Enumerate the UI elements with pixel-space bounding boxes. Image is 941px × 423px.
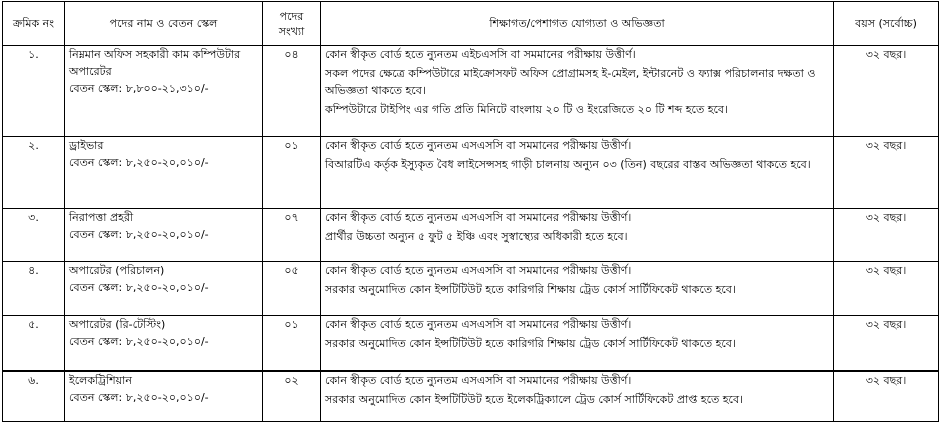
serial-cell: ৫. bbox=[3, 316, 65, 371]
qualification-cell bbox=[321, 371, 834, 422]
age-cell: ৩২ বছর। bbox=[834, 46, 939, 137]
post-count: ০২ bbox=[263, 371, 321, 422]
qualification-cell bbox=[321, 137, 834, 209]
age-cell: ৩২ বছর। bbox=[834, 262, 939, 316]
age-cell: ৩২ বছর। bbox=[834, 316, 939, 371]
qualification-line: সরকার অনুমোদিত কোন ইন্সটিটিউট হতে কারিগরি শিক্ষায় ট্রেড কোর্স সার্টিফিকেট থাকতে হবে। bbox=[325, 337, 736, 350]
pay-scale: বেতন স্কেল: ৮,২৫০-২০,০১০/- bbox=[69, 335, 209, 348]
header-qualification: শিক্ষাগত/পেশাগত যোগ্যতা ও অভিজ্ঞতা bbox=[321, 2, 834, 46]
job-circular-table bbox=[2, 1, 939, 422]
pay-scale: বেতন স্কেল: ৮,৮০০-২১,৩১০/- bbox=[69, 82, 209, 95]
post-count: ০১ bbox=[263, 316, 321, 371]
qualification-line: সরকার অনুমোদিত কোন ইন্সটিটিউট হতে কারিগরি শিক্ষায় ট্রেড কোর্স সার্টিফিকেট থাকতে হবে। bbox=[325, 283, 736, 296]
table-row bbox=[3, 262, 939, 316]
serial-cell: ১. bbox=[3, 46, 65, 137]
qualification-cell bbox=[321, 209, 834, 262]
serial-cell: ৩. bbox=[3, 209, 65, 262]
qualification-line: কোন স্বীকৃত বোর্ড হতে ন্যুনতম এসএসসি বা সমমানের পরীক্ষায় উত্তীর্ণ। bbox=[325, 139, 632, 152]
post-name: নিম্নমান অফিস সহকারী কাম কম্পিউটার অপারেটর bbox=[69, 48, 241, 78]
post-count: ০৪ bbox=[263, 46, 321, 137]
age-cell: ৩২ বছর। bbox=[834, 209, 939, 262]
header-age: বয়স (সর্বোচ্চ) bbox=[834, 2, 939, 46]
qualification-line: কোন স্বীকৃত বোর্ড হতে ন্যুনতম এইচএসসি বা সমমানের পরীক্ষায় উত্তীর্ণ। bbox=[325, 48, 636, 61]
qualification-line: কম্পিউটারে টাইপিং এর গতি প্রতি মিনিটে বাংলায় ২০ টি ও ইংরেজিতে ২০ টি শব্দ হতে হবে। bbox=[325, 103, 728, 116]
post-cell bbox=[65, 46, 263, 137]
post-name: ইলেকট্রিশিয়ান bbox=[69, 373, 132, 387]
post-count: ০৭ bbox=[263, 209, 321, 262]
post-name: অপারেটর (পরিচালন) bbox=[69, 264, 165, 277]
post-name: ড্রাইভার bbox=[69, 139, 104, 152]
post-count: ০১ bbox=[263, 137, 321, 209]
table-header-row bbox=[3, 2, 939, 46]
table-row bbox=[3, 316, 939, 371]
table-row bbox=[3, 46, 939, 137]
post-count: ০৫ bbox=[263, 262, 321, 316]
serial-cell: ৪. bbox=[3, 262, 65, 316]
qualification-cell bbox=[321, 262, 834, 316]
post-name: নিরাপত্তা প্রহরী bbox=[69, 211, 134, 224]
post-cell bbox=[65, 371, 263, 422]
post-cell bbox=[65, 209, 263, 262]
qualification-line: সকল পদের ক্ষেত্রে কম্পিউটারে মাইক্রোসফট অফিস প্রোগ্রামসহ ই-মেইল, ইন্টারনেট ও ফ্যাক্স পরিচালনার দক্ষতা ও অভিজ্ঞতা থাকতে হবে। bbox=[325, 67, 816, 97]
table-row bbox=[3, 209, 939, 262]
header-count: পদের সংখ্যা bbox=[263, 2, 321, 46]
age-cell: ৩২ বছর। bbox=[834, 137, 939, 209]
qualification-line: কোন স্বীকৃত বোর্ড হতে ন্যুনতম এসএসসি বা সমমানের পরীক্ষায় উত্তীর্ণ। bbox=[325, 264, 632, 277]
table-row bbox=[3, 137, 939, 209]
qualification-line: কোন স্বীকৃত বোর্ড হতে ন্যুনতম এসএসসি বা সমমানের পরীক্ষায় উত্তীর্ণ। bbox=[325, 373, 632, 387]
post-name: অপারেটর (রি-টেস্টিং) bbox=[69, 318, 166, 331]
header-post: পদের নাম ও বেতন স্কেল bbox=[65, 2, 263, 46]
post-cell bbox=[65, 262, 263, 316]
serial-cell: ৬. bbox=[3, 371, 65, 422]
post-cell bbox=[65, 137, 263, 209]
qualification-line: সরকার অনুমোদিত কোন ইন্সটিটিউট হতে ইলেকট্রিক্যালে ট্রেড কোর্স সার্টিফিকেট প্রাপ্ত হতে হবে। bbox=[325, 392, 744, 406]
qualification-cell bbox=[321, 316, 834, 371]
header-serial: ক্রমিক নং bbox=[3, 2, 65, 46]
qualification-cell bbox=[321, 46, 834, 137]
qualification-line: বিআরটিএ কর্তৃক ইস্যুকৃত বৈধ লাইসেন্সসহ গাড়ী চালনায় অন্যুন ০৩ (তিন) বছরের বাস্তব অভিজ্ঞতা থাকতে হবে। bbox=[325, 158, 811, 171]
pay-scale: বেতন স্কেল: ৮,২৫০-২০,০১০/- bbox=[69, 281, 209, 294]
age-cell: ৩২ বছর। bbox=[834, 371, 939, 422]
table-row bbox=[3, 371, 939, 422]
post-cell bbox=[65, 316, 263, 371]
serial-cell: ২. bbox=[3, 137, 65, 209]
pay-scale: বেতন স্কেল: ৮,২৫০-২০,০১০/- bbox=[69, 228, 209, 241]
pay-scale: বেতন স্কেল: ৮,২৫০-২০,০১০/- bbox=[69, 156, 209, 169]
qualification-line: কোন স্বীকৃত বোর্ড হতে ন্যুনতম এসএসসি বা সমমানের পরীক্ষায় উত্তীর্ণ। bbox=[325, 211, 632, 224]
qualification-line: প্রার্থীর উচ্চতা অন্যুন ৫ ফুট ৫ ইঞ্চি এবং সুস্বাস্থ্যের অধিকারী হতে হবে। bbox=[325, 230, 628, 243]
qualification-line: কোন স্বীকৃত বোর্ড হতে ন্যুনতম এসএসসি বা সমমানের পরীক্ষায় উত্তীর্ণ। bbox=[325, 318, 632, 331]
pay-scale: বেতন স্কেল: ৮,২৫০-২০,০১০/- bbox=[69, 390, 209, 404]
